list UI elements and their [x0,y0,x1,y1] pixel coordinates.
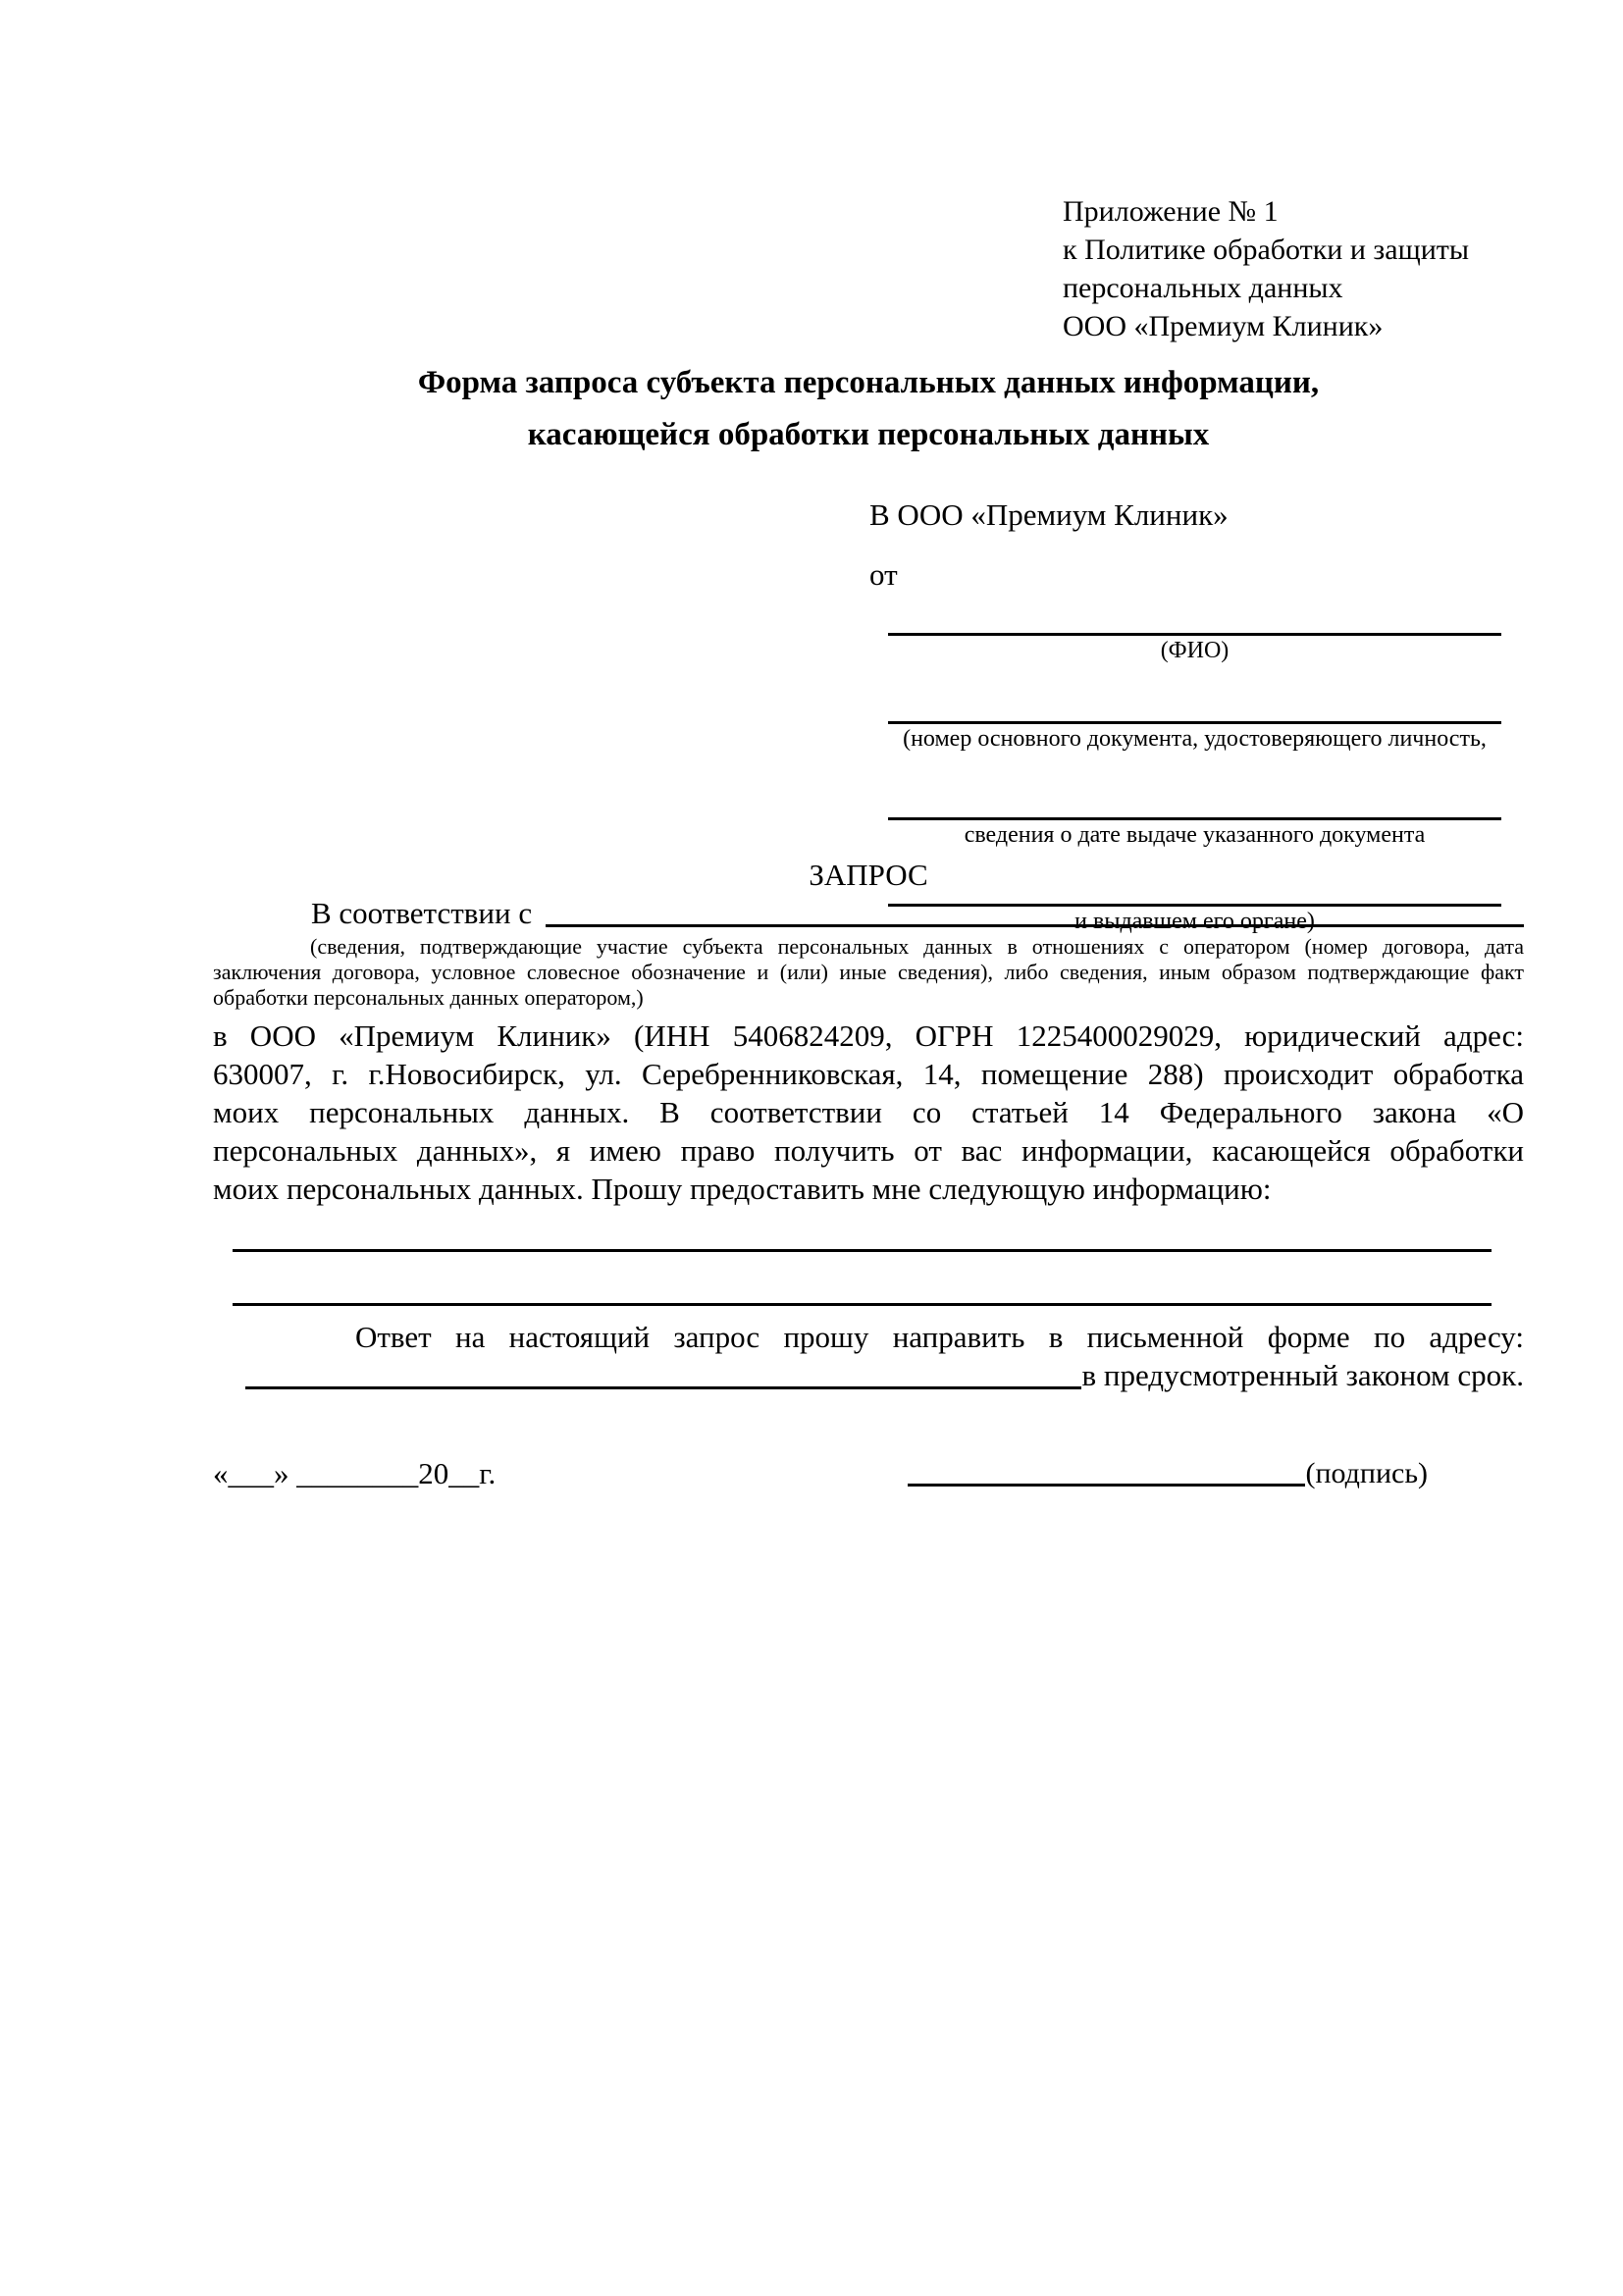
info-blank-line-1 [233,1208,1492,1252]
appendix-line-3: персональных данных [1063,272,1343,304]
signature-caption: (подпись) [1305,1457,1428,1489]
reply-line: Ответ на настоящий запрос прошу направить в письменной форме по адресу: [355,1320,1524,1354]
signature-group [908,1454,1428,1492]
appendix-line-2: к Политике обработки и защиты [1063,234,1470,266]
request-heading: ЗАПРОС [809,858,928,892]
document-title [213,357,1524,461]
request-section [213,856,1524,1394]
signature-blank-line [908,1484,1305,1487]
addressee-from-label: от [869,557,898,592]
body-line-5: моих персональных данных. Прошу предоставить мне следующую информацию: [213,1172,1272,1206]
intro-text: В соответствии с [311,896,533,930]
intro-line [213,894,1524,932]
body-line-3: моих персональных данных. В соответствии со статьей 14 Федерального закона «О [213,1095,1524,1129]
body-line-1: в ООО «Премиум Клиник» (ИНН 5406824209, ОГРН 1225400029029, юридический адрес: [213,1018,1524,1053]
title-line-2: касающейся обработки персональных данных [527,417,1210,452]
title-line-1: Форма запроса субъекта персональных данных информации, [417,365,1320,400]
body-line-2: 630007, г. г.Новосибирск, ул. Серебренниковская, 14, помещение 288) происходит обработка [213,1057,1524,1091]
body-line-4: персональных данных», я имею право получить от вас информации, касающейся обработки [213,1133,1524,1168]
signature-row [213,1454,1524,1492]
issue-date-caption: сведения о дате выдаче указанного документа [964,822,1426,848]
note-block [213,934,1524,1011]
addressee-to: В ООО «Премиум Клиник» [869,497,1229,532]
info-blank-line-2 [233,1252,1492,1306]
note-line-2: заключения договора, условное словесное обозначение и (или) иные сведения), либо сведения, иным образом подтверждающие факт [213,960,1524,984]
note-line-3: обработки персональных данных оператором,) [213,985,644,1010]
reply-address-line [213,1356,1524,1394]
appendix-line-4: ООО «Премиум Клиник» [1063,310,1384,342]
date-placeholder: «___» ________20__г. [213,1456,497,1490]
body-paragraph [213,1017,1524,1208]
issuing-authority-caption: и выдавшем его органе) [1074,909,1315,934]
fio-caption: (ФИО) [1160,638,1230,663]
appendix-line-1: Приложение № 1 [1063,195,1279,228]
basis-blank-line [546,894,1524,927]
address-blank-line [245,1356,1081,1389]
reply-suffix: в предусмотренный законом срок. [1081,1358,1524,1392]
document-number-caption: (номер основного документа, удостоверяющего личность, [903,726,1487,752]
appendix-block [1063,192,1469,345]
note-line-1: (сведения, подтверждающие участие субъекта персональных данных в отношениях с оператором (номер договора, дата [310,934,1524,959]
